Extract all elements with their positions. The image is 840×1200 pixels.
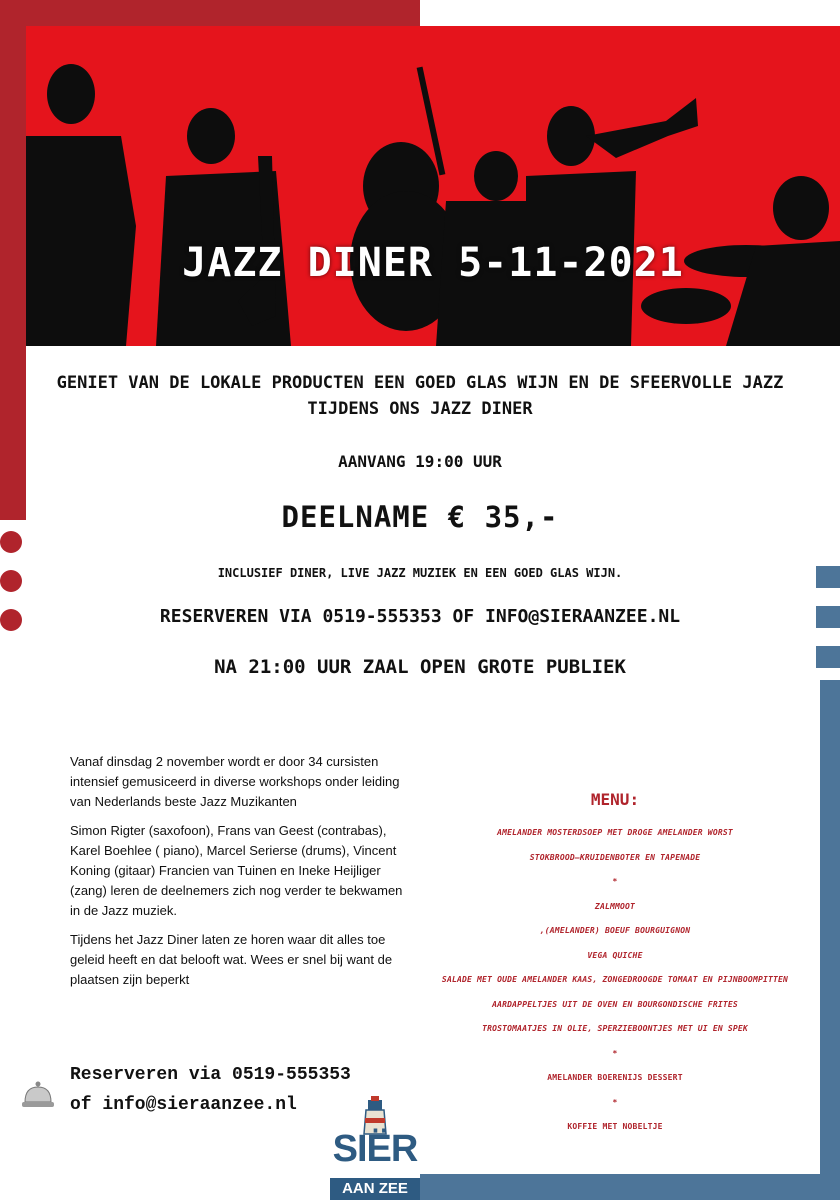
service-bell-icon xyxy=(20,1078,56,1114)
footer-reservation-phone: Reserveren via 0519-555353 xyxy=(70,1065,351,1085)
left-red-border xyxy=(0,0,26,520)
top-red-border xyxy=(0,0,420,26)
jazz-musicians-silhouette-image xyxy=(26,26,840,346)
hero-banner xyxy=(26,26,840,346)
price: DEELNAME € 35,- xyxy=(281,500,559,534)
event-title: JAZZ DINER 5-11-2021 xyxy=(182,240,684,286)
menu-separator: * xyxy=(612,877,618,886)
menu-item: AMELANDER BOERENIJS DESSERT xyxy=(547,1073,683,1082)
menu-separator: * xyxy=(612,1097,618,1107)
intro-text xyxy=(0,370,840,422)
footer-reservation-email: of info@sieraanzee.nl xyxy=(70,1095,297,1115)
logo-word: SIËR xyxy=(332,1128,418,1170)
description-paragraph-2: Simon Rigter (saxofoon), Frans van Geest (contrabas), Karel Boehlee ( piano), Marcel Serierse (drums), Vincent Koning (gitaar) Francien van Tuinen en Ineke Heijliger (zang) leren de deelnemers zich nog verder te bekwamen in de Jazz muziek. xyxy=(70,823,403,918)
inclusive-text: INCLUSIEF DINER, LIVE JAZZ MUZIEK EN EEN GOED GLAS WIJN. xyxy=(217,566,623,580)
start-time: AANVANG 19:00 UUR xyxy=(338,452,502,471)
menu-item: AMELANDER MOSTERDSOEP MET DROGE AMELANDER WORST xyxy=(497,828,733,837)
menu-separator: * xyxy=(612,1048,618,1058)
menu-item: TROSTOMAATJES IN OLIE, SPERZIEBOONTJES MET UI EN SPEK xyxy=(482,1024,748,1033)
public-opening: NA 21:00 UUR ZAAL OPEN GROTE PUBLIEK xyxy=(214,656,626,678)
reservation-info: RESERVEREN VIA 0519-555353 OF INFO@SIERAANZEE.NL xyxy=(159,606,681,627)
description xyxy=(70,752,410,999)
menu-title: MENU: xyxy=(590,790,640,809)
menu-item: VEGA QUICHE xyxy=(587,950,643,960)
menu-item: SALADE MET OUDE AMELANDER KAAS, ZONGEDROOGDE TOMAAT EN PIJNBOOMPITTEN xyxy=(441,975,789,984)
menu-item: AARDAPPELTJES UIT DE OVEN EN BOURGONDISCHE FRITES xyxy=(492,999,738,1009)
description-paragraph-1: Vanaf dinsdag 2 november wordt er door 34 cursisten intensief gemusiceerd in diverse workshops onder leiding van Nederlands beste Jazz Muzikanten xyxy=(70,754,400,809)
logo-subtitle: AAN ZEE xyxy=(330,1178,420,1200)
intro-line-2: TIJDENS ONS JAZZ DINER xyxy=(307,399,533,419)
menu-item: STOKBROOD—KRUIDENBOTER EN TAPENADE xyxy=(529,852,701,862)
menu xyxy=(430,790,800,1146)
intro-line-1: GENIET VAN DE LOKALE PRODUCTEN EEN GOED GLAS WIJN EN DE SFEERVOLLE JAZZ xyxy=(56,373,784,393)
menu-item: ,(AMELANDER) BOEUF BOURGUIGNON xyxy=(539,926,691,935)
right-blue-border xyxy=(820,680,840,1200)
bottom-blue-border xyxy=(420,1174,840,1200)
footer-reservation xyxy=(70,1060,351,1120)
sier-aan-zee-logo xyxy=(330,1096,420,1200)
red-dot-1 xyxy=(0,531,22,553)
menu-item: ZALMMOOT xyxy=(594,901,636,911)
menu-item: KOFFIE MET NOBELTJE xyxy=(567,1122,663,1131)
description-paragraph-3: Tijdens het Jazz Diner laten ze horen waar dit alles toe geleid heeft en dat belooft wat. Wees er snel bij want de plaatsen zijn beperkt xyxy=(70,932,393,987)
